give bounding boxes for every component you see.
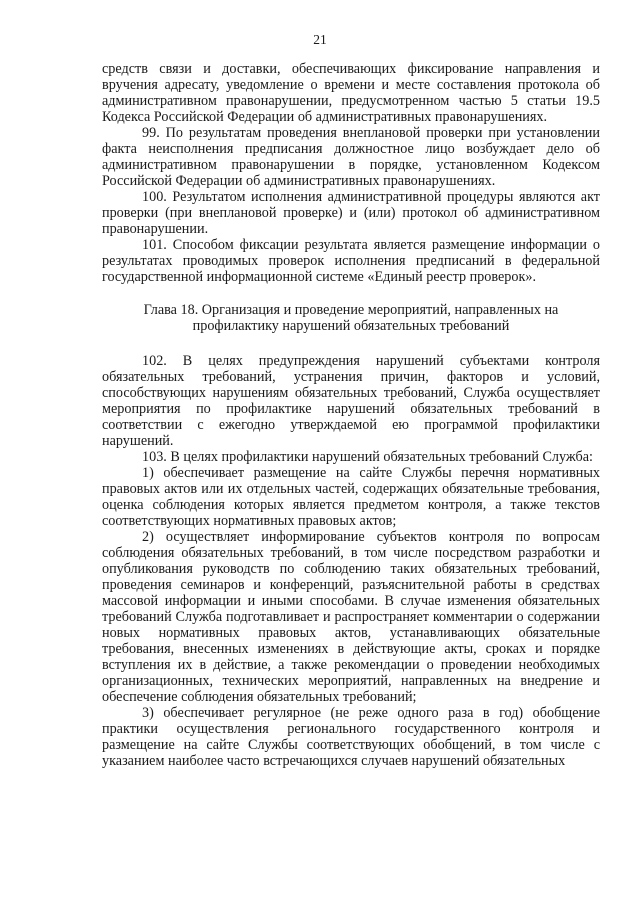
paragraph-continuation: средств связи и доставки, обеспечивающих фиксирование направления и вручения адресату, уведомление о времени и месте составления протокола об административном правонарушении, предусмотренном частью 5 статьи 19.5 Кодекса Российской Федерации об административных правонарушениях. <box>102 61 600 125</box>
list-item-1: 1) обеспечивает размещение на сайте Службы перечня нормативных правовых актов или их отдельных частей, содержащих обязательные требования, оценка соблюдения которых является предметом контроля, а также текстов соответствующих нормативных правовых актов; <box>102 465 600 529</box>
document-body <box>102 61 600 769</box>
paragraph-100: 100. Результатом исполнения административной процедуры являются акт проверки (при внеплановой проверке) и (или) протокол об административном правонарушении. <box>102 189 600 237</box>
paragraph-103: 103. В целях профилактики нарушений обязательных требований Служба: <box>142 449 593 465</box>
chapter-heading: Глава 18. Организация и проведение мероприятий, направленных на профилактику нарушений обязательных требований <box>143 302 559 334</box>
paragraph-102: 102. В целях предупреждения нарушений субъектами контроля обязательных требований, устранения причин, факторов и условий, способствующих нарушениям обязательных требований, Служба осуществляет мероприятия по профилактике нарушений обязательных требований в соответствии с ежегодно утверждаемой ею программой профилактики нарушений. <box>102 353 600 449</box>
paragraph-101: 101. Способом фиксации результата является размещение информации о результатах проводимых проверок исполнения предписаний в федеральной государственной информационной системе «Единый реестр проверок». <box>102 237 600 285</box>
paragraph-99: 99. По результатам проведения внеплановой проверки при установлении факта неисполнения предписания должностное лицо возбуждает дело об административном правонарушении в порядке, установленном Кодексом Российской Федерации об административных правонарушениях. <box>102 125 600 189</box>
list-item-2: 2) осуществляет информирование субъектов контроля по вопросам соблюдения обязательных требований, в том числе посредством разработки и опубликования руководств по соблюдению таких обязательных требований, проведения семинаров и конференций, разъяснительной работы в средствах массовой информации и иными способами. В случае изменения обязательных требований Служба подготавливает и распространяет комментарии о содержании новых нормативных правовых актов, устанавливающих обязательные требования, внесенных изменениях в действующие акты, сроках и порядке вступления их в действие, а также рекомендации о проведении необходимых организационных, технических мероприятий, направленных на внедрение и обеспечение соблюдения обязательных требований; <box>102 529 600 705</box>
list-item-3: 3) обеспечивает регулярное (не реже одного раза в год) обобщение практики осуществления регионального государственного контроля и размещение на сайте Службы соответствующих обобщений, в том числе с указанием наиболее часто встречающихся случаев нарушений обязательных <box>102 705 600 769</box>
page-number: 21 <box>313 32 327 47</box>
